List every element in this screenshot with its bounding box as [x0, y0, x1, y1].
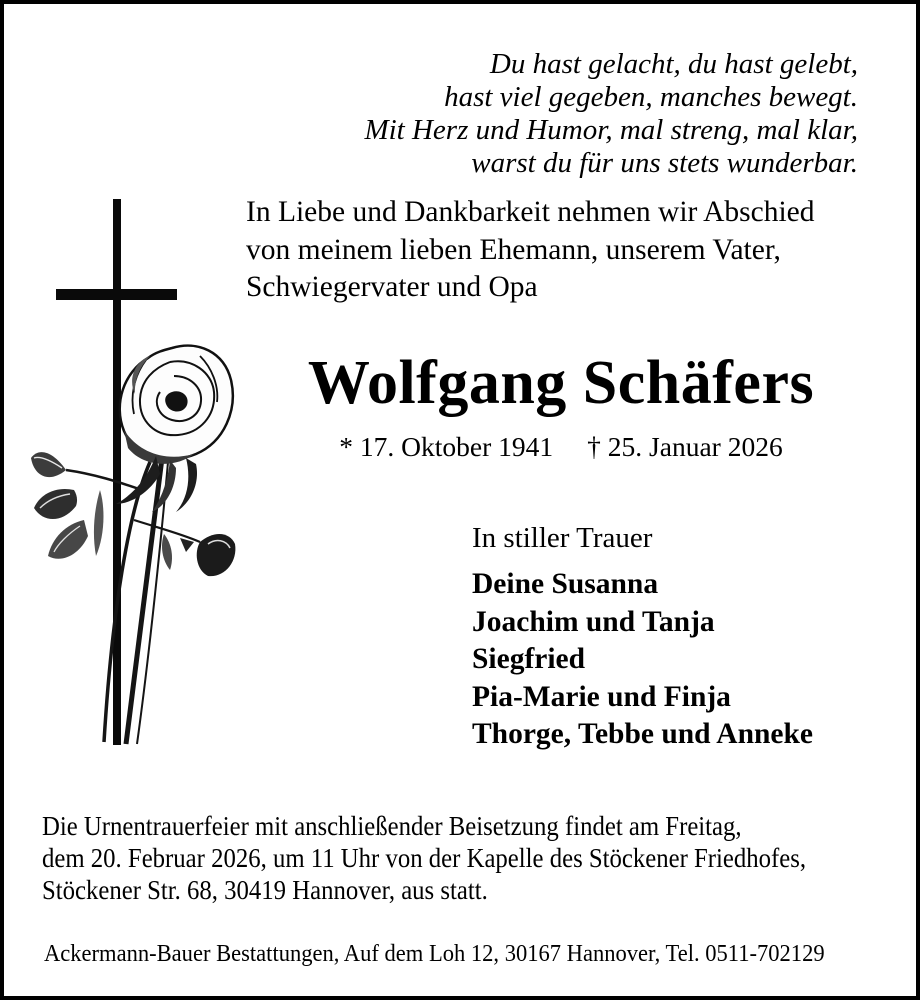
rose-icon [31, 346, 235, 744]
intro-line: Schwiegervater und Opa [246, 271, 538, 303]
memorial-poem [364, 48, 858, 180]
birth-date: * 17. Oktober 1941 [339, 431, 554, 462]
mourner: Thorge, Tebbe und Anneke [472, 718, 814, 750]
funeral-line: Die Urnentrauerfeier mit anschließender Beisetzung findet am Freitag, [42, 810, 742, 841]
intro-line: In Liebe und Dankbarkeit nehmen wir Abschied [246, 196, 815, 228]
mourner: Deine Susanna [472, 568, 659, 600]
deceased-name: Wolfgang Schäfers [307, 349, 815, 417]
poem-line: hast viel gegeben, manches bewegt. [444, 81, 858, 113]
mourner: Pia-Marie und Finja [472, 680, 731, 713]
funeral-home-info: Ackermann-Bauer Bestattungen, Auf dem Loh 12, 30167 Hannover, Tel. 0511-702129 [44, 940, 825, 967]
funeral-line: dem 20. Februar 2026, um 11 Uhr von der Kapelle des Stöckener Friedhofes, [42, 841, 807, 873]
funeral-line: Stöckener Str. 68, 30419 Hannover, aus statt. [42, 873, 488, 905]
poem-line: Mit Herz und Humor, mal streng, mal klar, [364, 114, 858, 146]
mourner: Joachim und Tanja [472, 605, 715, 638]
intro-text [246, 194, 815, 307]
intro-line: von meinem lieben Ehemann, unserem Vater, [246, 233, 781, 266]
death-date: † 25. Januar 2026 [587, 431, 783, 462]
mourner: Siegfried [472, 643, 586, 675]
poem-line: Du hast gelacht, du hast gelebt, [489, 48, 858, 80]
life-dates [226, 431, 896, 463]
mourning-heading: In stiller Trauer [472, 522, 653, 554]
mourners-list [472, 566, 813, 754]
funeral-info [42, 810, 806, 905]
poem-line: warst du für uns stets wunderbar. [471, 147, 858, 179]
cross-and-rose-graphic [4, 190, 254, 760]
